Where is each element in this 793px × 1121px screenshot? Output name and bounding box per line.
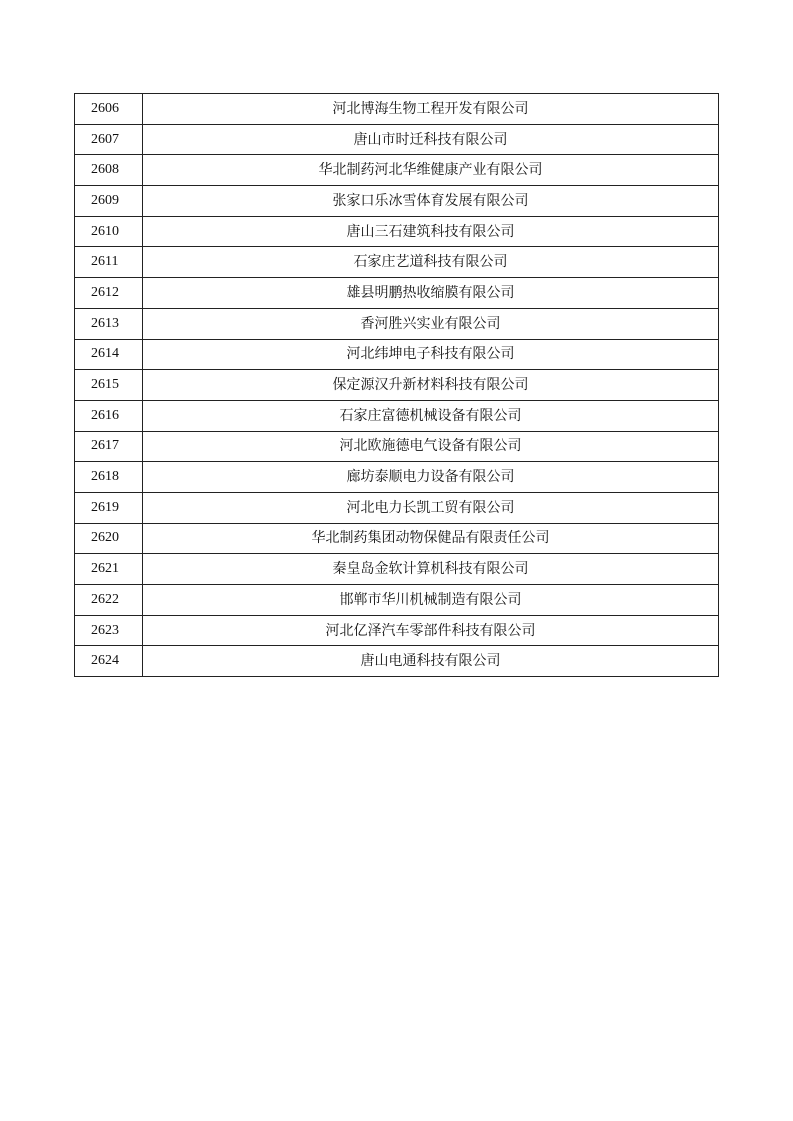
- company-name: 河北亿泽汽车零部件科技有限公司: [143, 615, 719, 646]
- company-name: 张家口乐冰雪体育发展有限公司: [143, 186, 719, 217]
- row-number: 2607: [75, 124, 143, 155]
- table-row: [75, 308, 719, 339]
- row-number: 2622: [75, 585, 143, 616]
- table-row: [75, 247, 719, 278]
- table-row: [75, 155, 719, 186]
- row-number: 2609: [75, 186, 143, 217]
- row-number: 2618: [75, 462, 143, 493]
- row-number: 2614: [75, 339, 143, 370]
- table-row: [75, 186, 719, 217]
- company-name: 唐山三石建筑科技有限公司: [143, 216, 719, 247]
- row-number: 2611: [75, 247, 143, 278]
- company-name: 雄县明鹏热收缩膜有限公司: [143, 278, 719, 309]
- company-name: 华北制药河北华维健康产业有限公司: [143, 155, 719, 186]
- company-name: 秦皇岛金软计算机科技有限公司: [143, 554, 719, 585]
- company-list-table: [74, 93, 719, 677]
- company-list-body: [75, 94, 719, 677]
- table-row: [75, 339, 719, 370]
- table-row: [75, 615, 719, 646]
- table-row: [75, 216, 719, 247]
- row-number: 2610: [75, 216, 143, 247]
- table-row: [75, 370, 719, 401]
- company-name: 河北欧施德电气设备有限公司: [143, 431, 719, 462]
- company-name: 河北电力长凯工贸有限公司: [143, 492, 719, 523]
- row-number: 2620: [75, 523, 143, 554]
- company-name: 河北博海生物工程开发有限公司: [143, 94, 719, 125]
- row-number: 2621: [75, 554, 143, 585]
- table-row: [75, 523, 719, 554]
- row-number: 2612: [75, 278, 143, 309]
- table-row: [75, 94, 719, 125]
- table-row: [75, 431, 719, 462]
- table-row: [75, 462, 719, 493]
- row-number: 2617: [75, 431, 143, 462]
- table-row: [75, 278, 719, 309]
- company-name: 香河胜兴实业有限公司: [143, 308, 719, 339]
- company-name: 唐山市时迁科技有限公司: [143, 124, 719, 155]
- table-row: [75, 554, 719, 585]
- row-number: 2606: [75, 94, 143, 125]
- row-number: 2623: [75, 615, 143, 646]
- company-name: 河北纬坤电子科技有限公司: [143, 339, 719, 370]
- row-number: 2608: [75, 155, 143, 186]
- company-name: 唐山电通科技有限公司: [143, 646, 719, 677]
- table-row: [75, 585, 719, 616]
- company-name: 廊坊泰顺电力设备有限公司: [143, 462, 719, 493]
- table-row: [75, 646, 719, 677]
- table-row: [75, 492, 719, 523]
- company-name: 华北制药集团动物保健品有限责任公司: [143, 523, 719, 554]
- row-number: 2624: [75, 646, 143, 677]
- company-name: 石家庄艺道科技有限公司: [143, 247, 719, 278]
- company-name: 保定源汉升新材料科技有限公司: [143, 370, 719, 401]
- row-number: 2613: [75, 308, 143, 339]
- row-number: 2616: [75, 400, 143, 431]
- table-row: [75, 400, 719, 431]
- table-row: [75, 124, 719, 155]
- company-name: 石家庄富德机械设备有限公司: [143, 400, 719, 431]
- row-number: 2619: [75, 492, 143, 523]
- row-number: 2615: [75, 370, 143, 401]
- company-name: 邯郸市华川机械制造有限公司: [143, 585, 719, 616]
